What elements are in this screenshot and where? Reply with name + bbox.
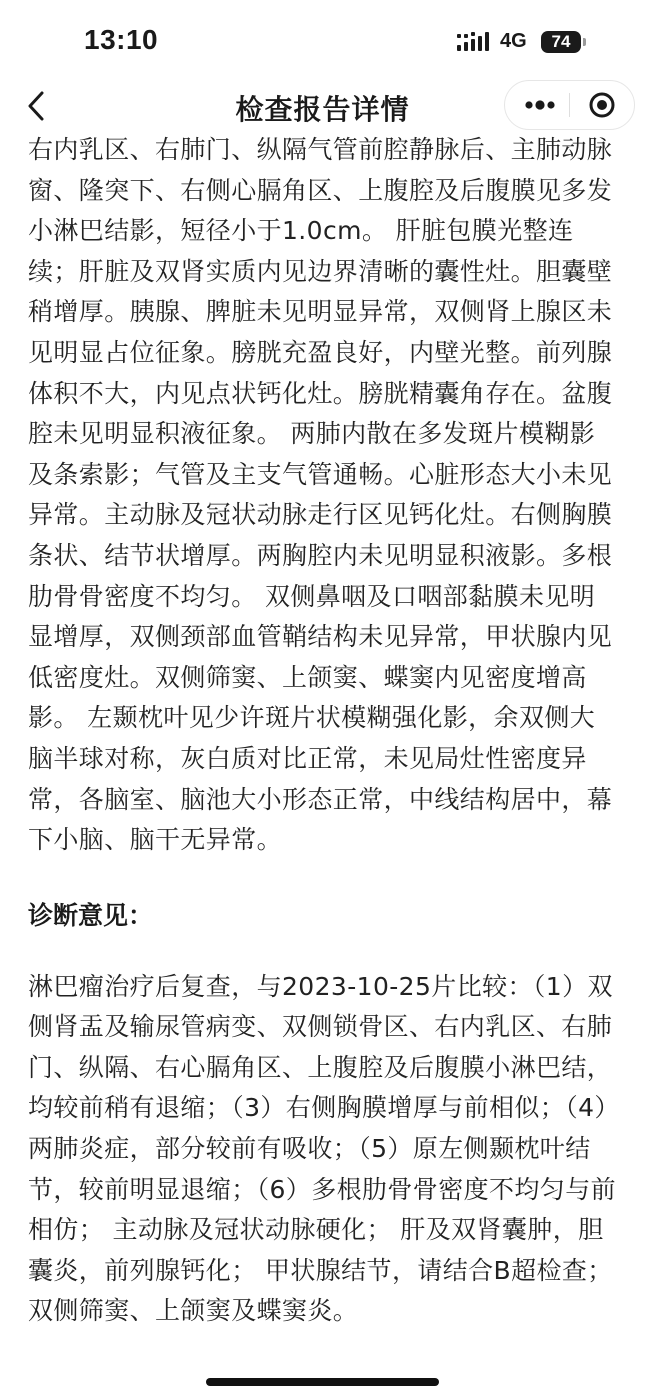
page-title: 检查报告详情: [235, 93, 410, 126]
diagnosis-text: 淋巴瘤治疗后复查，与2023-10-25片比较：（1）双侧肾盂及输尿管病变、双侧锁骨区、右内乳区、右肺门、纵隔、右心膈角区、上腹腔及后腹膜小淋巴结，均较前稍有退缩；（3）右侧胸膜增厚与前相似；（4）两肺炎症，部分较前有吸收；（5）原左侧颞枕叶结节，较前明显退缩；（6）多根肋骨骨密度不均匀与前相仿； 主动脉及冠状动脉硬化； 肝及双肾囊肿，胆囊炎，前列腺钙化； 甲状腺结节，请结合B超检查；双侧筛窦、上颌窦及蝶窦炎。: [28, 971, 620, 1326]
status-bar: [0, 0, 645, 88]
nav-bar: [0, 80, 645, 130]
target-close-icon[interactable]: [577, 85, 627, 125]
battery-tip: [583, 38, 586, 46]
battery-indicator: 74: [541, 31, 581, 53]
findings-text: 右内乳区、右肺门、纵隔气管前腔静脉后、主肺动脉窗、隆突下、右侧心膈角区、上腹腔及后腹膜见多发小淋巴结影，短径小于1.0cm。 肝脏包膜光整连续；肝脏及双肾实质内见边界清晰的囊性灶。胆囊壁稍增厚。胰腺、脾脏未见明显异常，双侧肾上腺区未见明显占位征象。膀胱充盈良好，内壁光整。前列腺体积不大，内见点状钙化灶。膀胱精囊角存在。盆腹腔未见明显积液征象。 两肺内散在多发斑片模糊影及条索影；气管及主支气管通畅。心脏形态大小未见异常。主动脉及冠状动脉走行区见钙化灶。右侧胸膜条状、结节状增厚。两胸腔内未见明显积液影。多根肋骨骨密度不均匀。 双侧鼻咽及口咽部黏膜未见明显增厚，双侧颈部血管鞘结构未见异常，甲状腺内见低密度灶。双侧筛窦、上颌窦、蝶窦内见密度增高影。 左颞枕叶见少许斑片状模糊强化影，余双侧大脑半球对称，灰白质对比正常，未见局灶性密度异常，各脑室、脑池大小形态正常，中线结构居中，幕下小脑、脑干无异常。: [28, 135, 613, 855]
network-type: 4G: [500, 30, 527, 52]
mini-program-capsule: [504, 80, 635, 130]
home-indicator[interactable]: [206, 1378, 439, 1386]
diagnosis-heading: 诊断意见：: [28, 900, 154, 930]
capsule-divider: [569, 93, 570, 117]
more-dots-icon[interactable]: [513, 85, 565, 125]
status-time: 13:10: [84, 24, 159, 55]
report-content: [28, 130, 620, 1332]
cellular-signal-icon: [457, 32, 491, 52]
